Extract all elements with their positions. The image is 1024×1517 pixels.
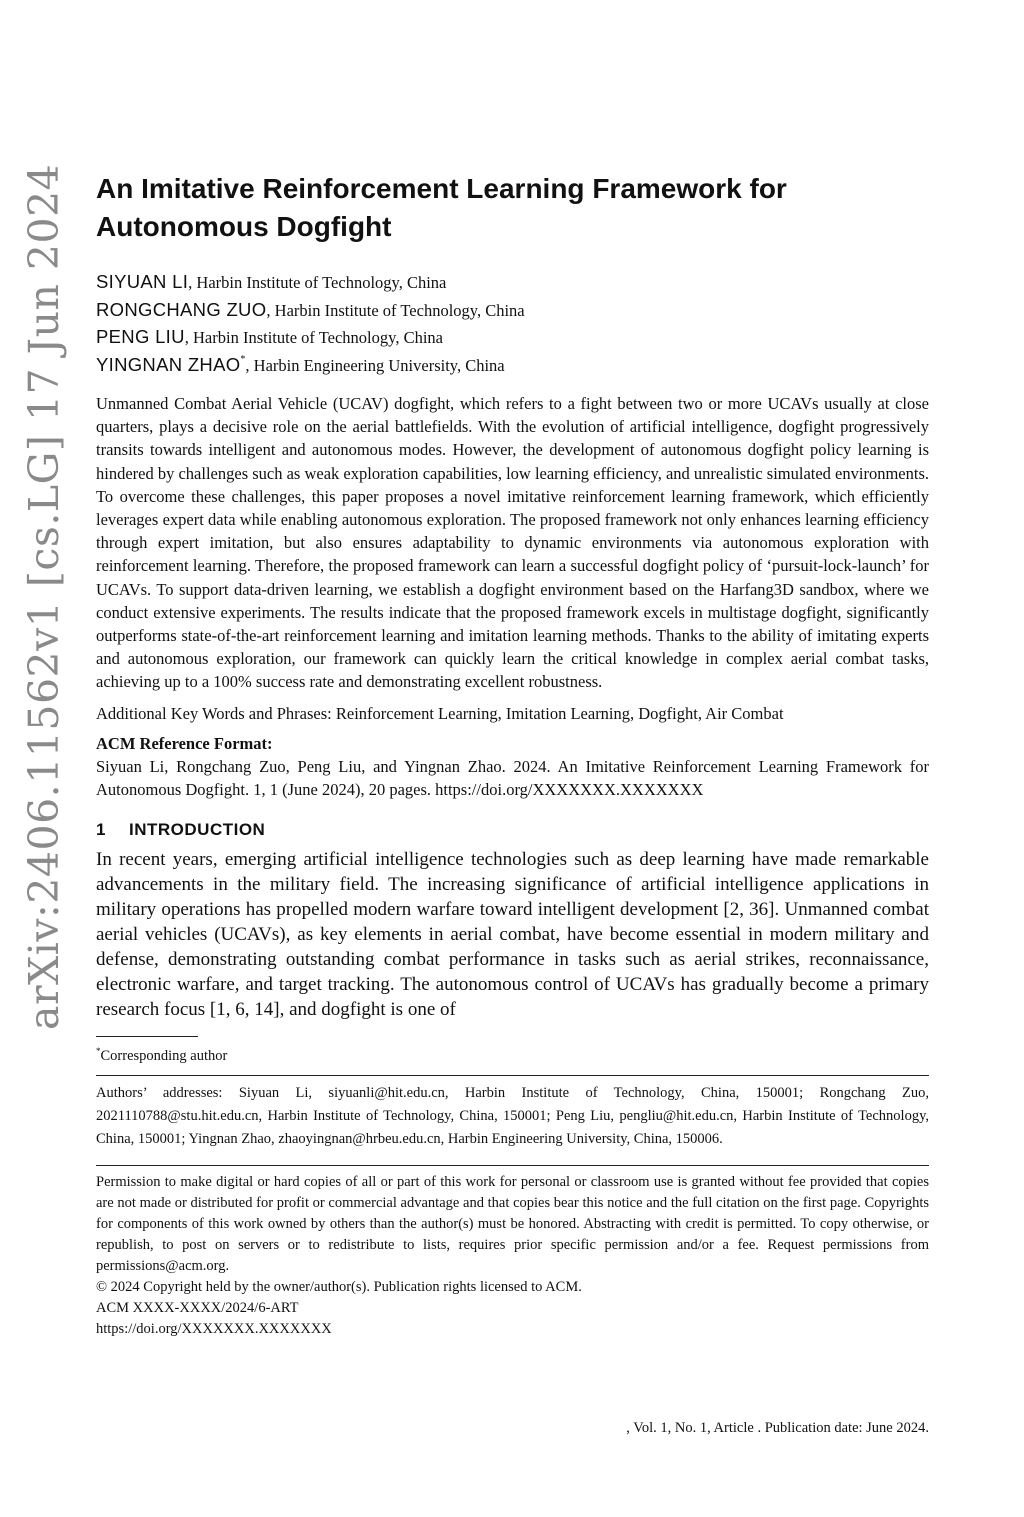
footnote-divider: [96, 1036, 198, 1037]
author-addresses: Authors’ addresses: Siyuan Li, siyuanli@hit.edu.cn, Harbin Institute of Technology, China, 150001; Rongchang Zuo, 2021110788@stu.hit.edu.cn, Harbin Institute of Technology, China, 150001; Peng Liu, pengliu@hit.edu.cn, Harbin Institute of Technology, China, 150001; Yingnan Zhao, zhaoyingnan@hrbeu.edu.cn, Harbin Engineering University, China, 150006.: [96, 1085, 929, 1148]
acm-id: ACM XXXX-XXXX/2024/6-ART: [96, 1300, 299, 1317]
author-name: YINGNAN ZHAO: [96, 353, 241, 375]
permission-divider: [96, 1165, 929, 1166]
author-entry: PENG LIU, Harbin Institute of Technology, China: [96, 326, 443, 347]
corresponding-author-footnote: [96, 1041, 929, 1066]
acm-reference-heading: ACM Reference Format:: [96, 733, 273, 753]
permission-notice: Permission to make digital or hard copies of all or part of this work for personal or classroom use is granted without fee provided that copies are not made or distributed for profit or commercial advantage and that copies bear this notice and the full citation on the first page. Copyrights for components of this work owned by others than the author(s) must be honored. Abstracting with credit is permitted. To copy otherwise, or republish, to post on servers or to redistribute to lists, requires prior specific permission and/or a fee. Request permissions from permissions@acm.org.: [96, 1174, 929, 1275]
section-heading: [96, 817, 929, 843]
arxiv-identifier-stamp: arXiv:2406.11562v1 [cs.LG] 17 Jun 2024: [20, 163, 68, 1030]
author-name: SIYUAN LI: [96, 271, 189, 292]
author-name: RONGCHANG ZUO: [96, 298, 267, 320]
copyright-notice: © 2024 Copyright held by the owner/author(s). Publication rights licensed to ACM.: [96, 1279, 582, 1296]
author-name: PENG LIU: [96, 326, 185, 347]
page-footer: , Vol. 1, No. 1, Article . Publication date: June 2024.: [626, 1420, 929, 1436]
author-entry: SIYUAN LI, Harbin Institute of Technology, China: [96, 271, 447, 292]
author-affiliation: Harbin Institute of Technology, China: [196, 273, 447, 292]
paper-title: An Imitative Reinforcement Learning Framework for Autonomous Dogfight: [96, 173, 787, 242]
footnote-marker: *: [96, 1045, 101, 1056]
introduction-paragraph: In recent years, emerging artificial intelligence technologies such as deep learning have made remarkable advancements in the military field. The increasing significance of artificial intelligence applications in military operations has propelled modern warfare toward intelligent development [2, 36]. Unmanned combat aerial vehicles (UCAVs), as key elements in aerial combat, have become essential in modern military and defense, demonstrating outstanding combat performance in tasks such as aerial strikes, reconnaissance, electronic warfare, and target tracking. The autonomous control of UCAVs has gradually become a primary research focus [1, 6, 14], and dogfight is one of: [96, 848, 929, 1020]
keywords: Additional Key Words and Phrases: Reinforcement Learning, Imitation Learning, Dogfight, Air Combat: [96, 703, 784, 723]
acm-reference-text: Siyuan Li, Rongchang Zuo, Peng Liu, and Yingnan Zhao. 2024. An Imitative Reinforcement Learning Framework for Autonomous Dogfight. 1, 1 (June 2024), 20 pages. https://doi.org/XXXXXXX.XXXXXXX: [96, 756, 929, 799]
author-entry: YINGNAN ZHAO*, Harbin Engineering University, China: [96, 353, 505, 375]
footnote-text: Corresponding author: [100, 1047, 228, 1064]
doi-link[interactable]: https://doi.org/XXXXXXX.XXXXXXX: [96, 1321, 332, 1338]
author-affiliation: Harbin Institute of Technology, China: [274, 300, 525, 320]
author-affiliation: Harbin Engineering University, China: [253, 355, 505, 375]
author-affiliation: Harbin Institute of Technology, China: [193, 328, 443, 347]
section-title: INTRODUCTION: [129, 819, 266, 839]
author-entry: RONGCHANG ZUO, Harbin Institute of Technology, China: [96, 298, 525, 320]
author-list: [96, 268, 929, 378]
addresses-divider: [96, 1075, 929, 1076]
corresponding-author-marker: *: [240, 353, 246, 365]
abstract: Unmanned Combat Aerial Vehicle (UCAV) dogfight, which refers to a fight between two or more UCAVs usually at close quarters, plays a decisive role on the aerial battlefields. With the evolution of artificial intelligence, dogfight progressively transits towards intelligent and autonomous modes. However, the development of autonomous dogfight policy learning is hindered by challenges such as weak exploration capabilities, low learning efficiency, and unrealistic simulated environments. To overcome these challenges, this paper proposes a novel imitative reinforcement learning framework, which efficiently leverages expert data while enabling autonomous exploration. The proposed framework not only enhances learning efficiency through expert imitation, but also ensures adaptability to dynamic environments via autonomous exploration with reinforcement learning. Therefore, the proposed framework can learn a successful dogfight policy of ‘pursuit-lock-launch’ for UCAVs. To support data-driven learning, we establish a dogfight environment based on the Harfang3D sandbox, where we conduct extensive experiments. The results indicate that the proposed framework excels in multistage dogfight, significantly outperforms state-of-the-art reinforcement learning and imitation learning methods. Thanks to the ability of imitating experts and autonomous exploration, our framework can quickly learn the critical knowledge in complex aerial combat tasks, achieving up to a 100% success rate and demonstrating excellent robustness.: [96, 394, 929, 692]
section-number: 1: [96, 819, 106, 839]
paper-first-page: [96, 170, 929, 1340]
